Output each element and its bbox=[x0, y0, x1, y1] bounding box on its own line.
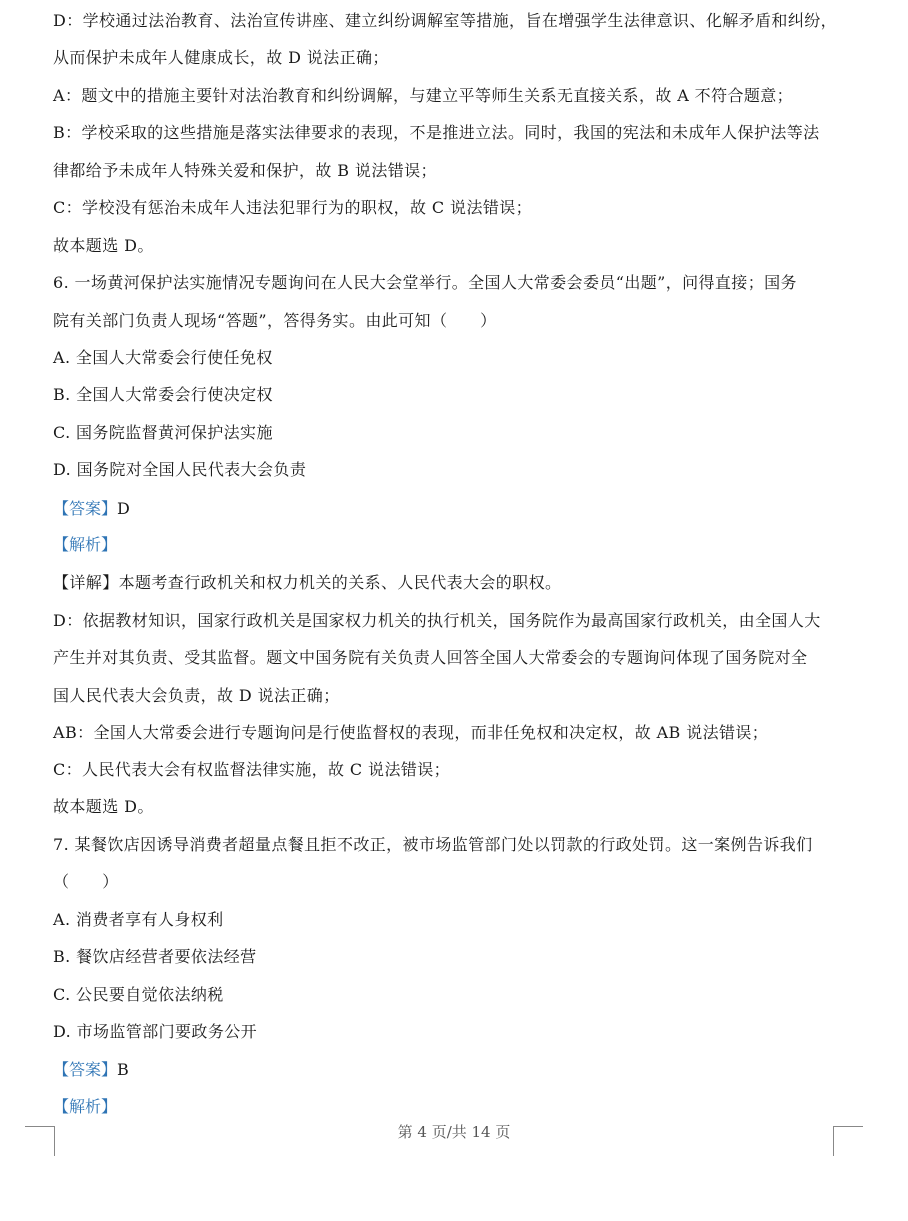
analysis-tag: 【解析】 bbox=[53, 1097, 118, 1116]
question-7-stem: 7. 某餐饮店因诱导消费者超量点餐且拒不改正，被市场监管部门处以罚款的行政处罚。这一案例告诉我们 bbox=[53, 835, 813, 854]
question-7-option-a: A. 消费者享有人身权利 bbox=[53, 910, 224, 929]
text-line: 故本题选 D。 bbox=[53, 236, 154, 255]
text-line: 故本题选 D。 bbox=[53, 797, 154, 816]
text-line: C：学校没有惩治未成年人违法犯罪行为的职权，故 C 说法错误； bbox=[53, 198, 533, 217]
text-line: C：人民代表大会有权监督法律实施，故 C 说法错误； bbox=[53, 760, 451, 779]
text-line: A：题文中的措施主要针对法治教育和纠纷调解，与建立平等师生关系无直接关系，故 A 不符合题意； bbox=[53, 86, 794, 105]
text-line: B：学校采取的这些措施是落实法律要求的表现，不是推进立法。同时，我国的宪法和未成年人保护法等法 bbox=[53, 123, 820, 142]
question-6-option-b: B. 全国人大常委会行使决定权 bbox=[53, 385, 273, 404]
answer-tag: 【答案】 bbox=[53, 1060, 118, 1079]
question-7-option-d: D. 市场监管部门要政务公开 bbox=[53, 1022, 258, 1041]
text-line: D：学校通过法治教育、法治宣传讲座、建立纠纷调解室等措施，旨在增强学生法律意识、化解矛盾和纠纷， bbox=[53, 11, 838, 30]
question-6-stem: 6. 一场黄河保护法实施情况专题询问在人民大会堂举行。全国人大常委会委员“出题”，问得直接；国务 bbox=[53, 273, 797, 292]
question-7-option-b: B. 餐饮店经营者要依法经营 bbox=[53, 947, 257, 966]
analysis-tag: 【解析】 bbox=[53, 535, 118, 554]
text-line: D：依据教材知识，国家行政机关是国家权力机关的执行机关，国务院作为最高国家行政机关，由全国人大 bbox=[53, 611, 821, 630]
question-6-analysis-heading bbox=[53, 535, 117, 555]
text-line: 律都给予未成年人特殊关爱和保护，故 B 说法错误； bbox=[53, 161, 437, 180]
question-7-answer bbox=[53, 1060, 129, 1080]
question-6-option-a: A. 全国人大常委会行使任免权 bbox=[53, 348, 273, 367]
text-line: AB：全国人大常委会进行专题询问是行使监督权的表现，而非任免权和决定权，故 AB 说法错误； bbox=[53, 723, 769, 742]
text-line: 国人民代表大会负责，故 D 说法正确； bbox=[53, 686, 340, 705]
question-7-option-c: C. 公民要自觉依法纳税 bbox=[53, 985, 224, 1004]
answer-value: B bbox=[117, 1060, 129, 1079]
question-7-analysis-heading bbox=[53, 1097, 117, 1117]
answer-value: D bbox=[117, 499, 130, 518]
question-6-option-d: D. 国务院对全国人民代表大会负责 bbox=[53, 460, 307, 479]
page-number: 第 4 页/共 14 页 bbox=[397, 1123, 511, 1141]
question-6-answer bbox=[53, 499, 130, 519]
text-line: 产生并对其负责、受其监督。题文中国务院有关负责人回答全国人大常委会的专题询问体现了国务院对全 bbox=[53, 648, 808, 667]
answer-tag: 【答案】 bbox=[53, 499, 118, 518]
text-line: 【详解】本题考查行政机关和权力机关的关系、人民代表大会的职权。 bbox=[53, 573, 562, 592]
question-6-option-c: C. 国务院监督黄河保护法实施 bbox=[53, 423, 273, 442]
text-line: 从而保护未成年人健康成长，故 D 说法正确； bbox=[53, 48, 389, 67]
question-7-stem: （ ） bbox=[53, 872, 119, 891]
question-6-stem: 院有关部门负责人现场“答题”，答得务实。由此可知（ ） bbox=[53, 311, 497, 330]
